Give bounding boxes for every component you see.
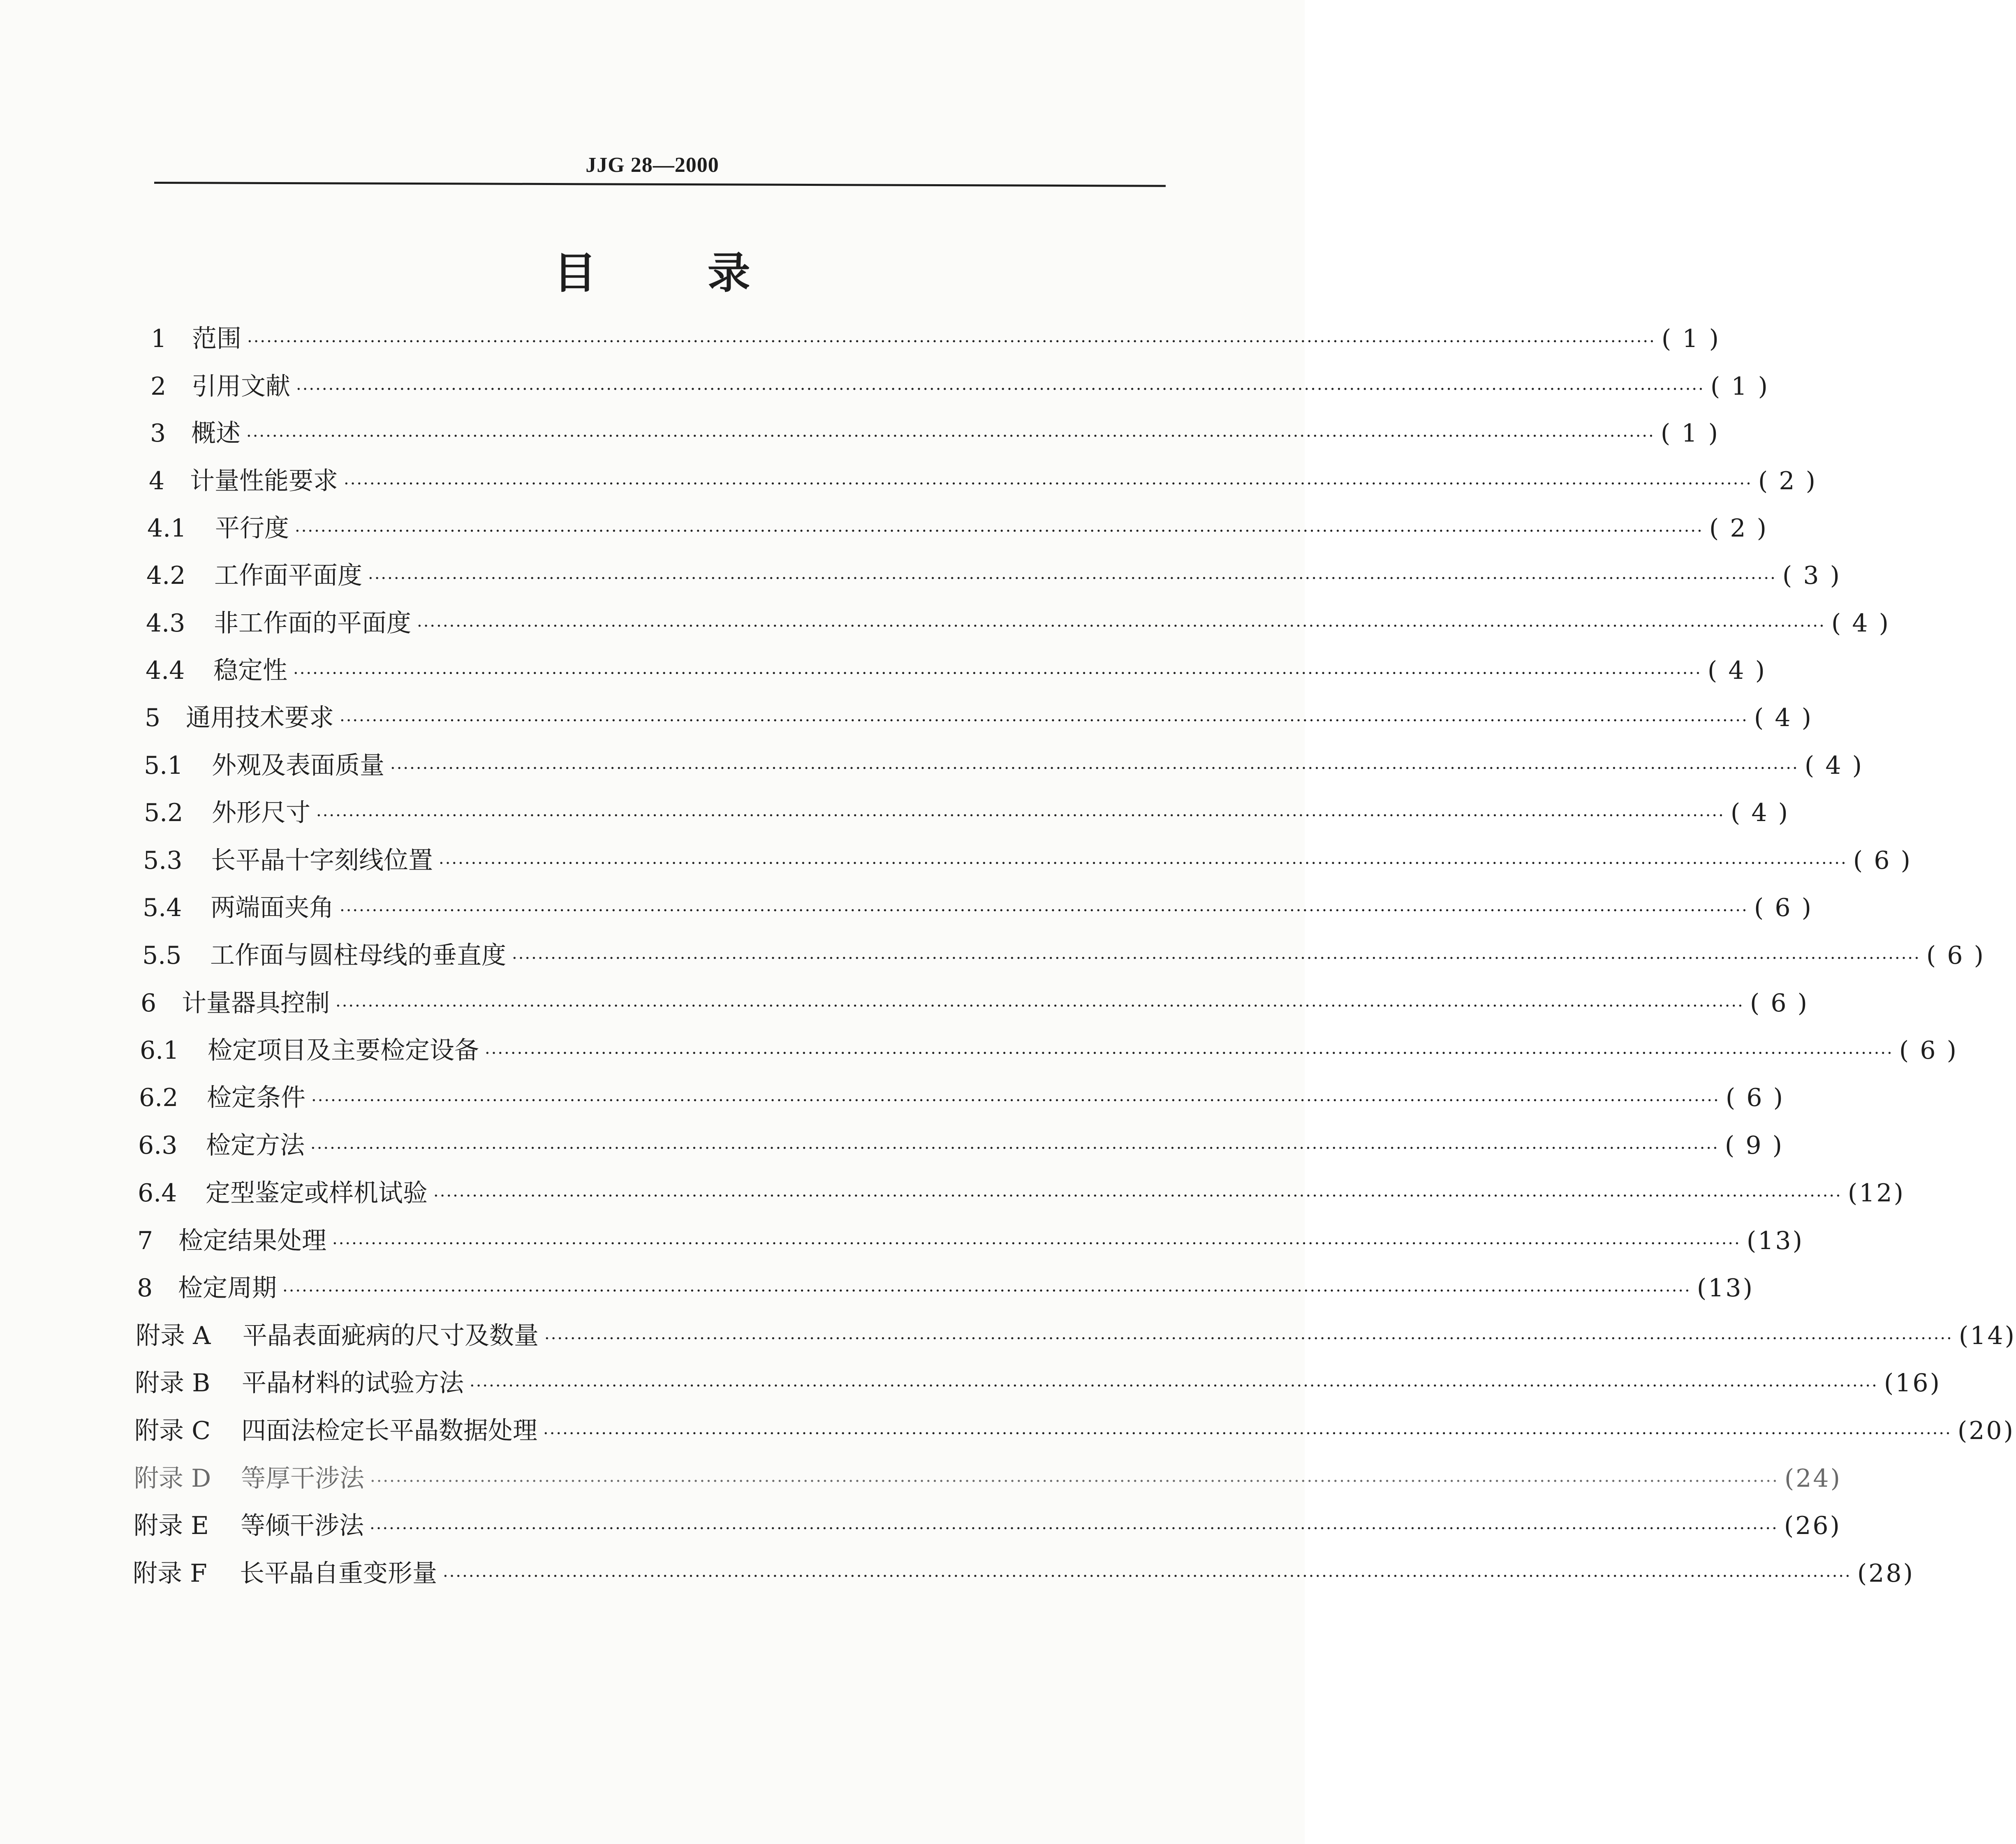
toc-entry-page: ( 6 ) [1750, 989, 1809, 1018]
toc-entry-page: ( 4 ) [1754, 703, 1813, 732]
toc-entry-number: 7 [137, 1226, 153, 1255]
toc-entry-number: 5 [145, 703, 161, 732]
toc-entry-number: 附录 C [134, 1416, 211, 1445]
toc-entry[interactable] [140, 1036, 1958, 1065]
standard-code-header: JJG 28—2000 [586, 153, 719, 177]
toc-entry[interactable] [141, 989, 1809, 1018]
toc-entry-page: ( 4 ) [1730, 798, 1789, 827]
toc-entry-title: 平晶表面疵病的尺寸及数量 [243, 1321, 539, 1350]
toc-leader-dots: ·························································································································································································································· [340, 711, 1748, 730]
toc-entry-title: 长平晶自重变形量 [240, 1559, 437, 1588]
toc-entry-page: ( 9 ) [1724, 1131, 1784, 1160]
toc-entry-title: 通用技术要求 [186, 703, 334, 732]
toc-entry[interactable] [133, 1559, 1915, 1588]
toc-entry-page: ( 1 ) [1710, 372, 1769, 401]
toc-leader-dots: ·························································································································································································································· [332, 1234, 1741, 1253]
toc-leader-dots: ·························································································································································································································· [485, 1044, 1893, 1063]
toc-entry-number: 附录 A [136, 1321, 211, 1350]
toc-entry-number: 4.1 [147, 514, 187, 543]
toc-entry[interactable] [144, 751, 1863, 780]
toc-entry-number: 附录 F [133, 1559, 207, 1588]
toc-leader-dots: ·························································································································································································································· [293, 664, 1702, 683]
toc-entry-page: ( 2 ) [1758, 467, 1817, 495]
toc-leader-dots: ·························································································································································································································· [417, 617, 1826, 636]
toc-leader-dots: ·························································································································································································································· [439, 854, 1847, 873]
toc-entry[interactable] [134, 1511, 1842, 1540]
toc-leader-dots: ·························································································································································································································· [336, 997, 1744, 1016]
toc-entry[interactable] [146, 609, 1890, 638]
toc-leader-dots: ·························································································································································································································· [390, 759, 1799, 778]
toc-entry-number: 4.2 [146, 561, 186, 590]
toc-leader-dots: ·························································································································································································································· [310, 1139, 1719, 1158]
toc-entry[interactable] [134, 1416, 2015, 1445]
toc-entry-page: ( 6 ) [1926, 941, 1985, 970]
toc-entry[interactable] [137, 1274, 1754, 1303]
toc-entry[interactable] [146, 656, 1766, 685]
toc-entry-page: (24) [1784, 1464, 1842, 1493]
toc-leader-dots: ·························································································································································································································· [247, 332, 1656, 351]
toc-entry-number: 2 [150, 372, 167, 401]
toc-entry-page: (16) [1884, 1369, 1942, 1397]
toc-entry-title: 等厚干涉法 [241, 1464, 364, 1493]
toc-entry-title: 长平晶十字刻线位置 [211, 846, 433, 875]
toc-entry-page: ( 6 ) [1725, 1083, 1785, 1112]
toc-entry[interactable] [150, 419, 1720, 448]
toc-entry-page: (26) [1784, 1511, 1842, 1540]
toc-entry[interactable] [134, 1464, 1842, 1493]
toc-leader-dots: ·························································································································································································································· [370, 1472, 1779, 1491]
toc-entry-page: (28) [1857, 1559, 1915, 1588]
toc-leader-dots: ·························································································································································································································· [316, 806, 1725, 825]
toc-leader-dots: ·························································································································································································································· [282, 1282, 1691, 1300]
toc-entry-page: (12) [1847, 1179, 1905, 1208]
toc-entry-title: 概述 [191, 419, 241, 448]
toc-leader-dots: ·························································································································································································································· [443, 1567, 1852, 1586]
toc-entry-title: 外观及表面质量 [212, 751, 384, 780]
toc-entry-number: 8 [137, 1274, 153, 1303]
toc-entry-title: 平行度 [215, 514, 289, 543]
toc-entry-number: 6.1 [140, 1036, 179, 1065]
toc-entry-title: 工作面平面度 [214, 561, 362, 590]
toc-entry-page: (14) [1958, 1321, 2016, 1350]
toc-entry[interactable] [138, 1131, 1784, 1160]
toc-leader-dots: ·························································································································································································································· [295, 522, 1704, 541]
toc-leader-dots: ·························································································································································································································· [296, 380, 1705, 399]
toc-entry-number: 5.5 [142, 941, 182, 970]
toc-entry-number: 附录 B [135, 1369, 211, 1397]
toc-entry[interactable] [138, 1179, 1905, 1208]
toc-entry-page: (13) [1697, 1274, 1754, 1303]
toc-entry-page: ( 4 ) [1804, 751, 1863, 780]
toc-entry-page: ( 3 ) [1782, 561, 1841, 590]
toc-entry-page: ( 1 ) [1661, 324, 1720, 353]
toc-entry[interactable] [147, 514, 1768, 543]
toc-entry-title: 检定项目及主要检定设备 [208, 1036, 479, 1065]
toc-leader-dots: ·························································································································································································································· [543, 1424, 1952, 1443]
toc-entry-number: 6.4 [138, 1179, 177, 1208]
toc-entry-title: 稳定性 [213, 656, 287, 685]
toc-entry[interactable] [145, 703, 1813, 732]
toc-entry[interactable] [144, 798, 1789, 827]
toc-entry-number: 附录 E [134, 1511, 209, 1540]
toc-entry[interactable] [137, 1226, 1804, 1255]
toc-entry-title: 非工作面的平面度 [214, 609, 411, 638]
toc-entry-page: (13) [1746, 1226, 1804, 1255]
toc-entry-title: 定型鉴定或样机试验 [206, 1179, 428, 1208]
toc-entry-title: 平晶材料的试验方法 [242, 1369, 464, 1397]
toc-entry-title: 检定结果处理 [178, 1226, 326, 1255]
toc-entry-page: ( 1 ) [1660, 419, 1720, 448]
toc-entry-page: ( 4 ) [1707, 656, 1766, 685]
toc-leader-dots: ·························································································································································································································· [470, 1377, 1878, 1395]
toc-entry[interactable] [150, 372, 1769, 401]
toc-entry-title: 检定条件 [207, 1083, 306, 1112]
toc-entry-number: 4.4 [146, 656, 185, 685]
toc-entry-page: (20) [1957, 1416, 2015, 1445]
toc-leader-dots: ·························································································································································································································· [311, 1091, 1720, 1110]
toc-entry-number: 4.3 [146, 609, 185, 638]
toc-entry-page: ( 6 ) [1754, 893, 1813, 922]
toc-leader-dots: ·························································································································································································································· [544, 1329, 1953, 1348]
toc-entry-page: ( 2 ) [1709, 514, 1768, 543]
toc-entry-number: 6 [141, 989, 157, 1018]
toc-entry-number: 5.3 [143, 846, 183, 875]
toc-entry-number: 5.4 [143, 893, 182, 922]
toc-entry-title: 两端面夹角 [211, 893, 334, 922]
toc-entry-number: 3 [150, 419, 166, 448]
toc-leader-dots: ·························································································································································································································· [246, 427, 1655, 446]
toc-entry-title: 计量器具控制 [182, 989, 330, 1018]
toc-entry[interactable] [146, 561, 1841, 590]
toc-entry[interactable] [142, 941, 1985, 970]
toc-entry[interactable] [143, 846, 1912, 875]
toc-leader-dots: ·························································································································································································································· [370, 1519, 1778, 1538]
toc-entry-title: 范围 [192, 324, 241, 353]
toc-entry[interactable] [149, 467, 1817, 495]
toc-entry[interactable] [139, 1083, 1785, 1112]
page-title: 目 录 [553, 248, 751, 298]
toc-entry-number: 6.2 [139, 1083, 178, 1112]
toc-entry[interactable] [143, 893, 1813, 922]
toc-entry-title: 外形尺寸 [212, 798, 310, 827]
toc-leader-dots: ·························································································································································································································· [368, 569, 1777, 588]
toc-entry-page: ( 6 ) [1899, 1036, 1958, 1065]
toc-entry-number: 1 [151, 324, 167, 353]
toc-entry-page: ( 6 ) [1853, 846, 1912, 875]
toc-entry[interactable] [136, 1321, 2016, 1350]
toc-entry-title: 检定周期 [178, 1274, 277, 1303]
toc-leader-dots: ·························································································································································································································· [340, 901, 1748, 920]
toc-leader-dots: ·························································································································································································································· [344, 474, 1752, 493]
toc-leader-dots: ·························································································································································································································· [433, 1187, 1842, 1205]
toc-entry-number: 4 [149, 467, 165, 495]
toc-entry-number: 5.1 [144, 751, 183, 780]
toc-entry-title: 工作面与圆柱母线的垂直度 [210, 941, 506, 970]
toc-entry-title: 引用文献 [192, 372, 290, 401]
toc-entry-number: 附录 D [134, 1464, 211, 1493]
toc-entry-title: 计量性能要求 [190, 467, 338, 495]
toc-entry-title: 四面法检定长平晶数据处理 [241, 1416, 537, 1445]
toc-entry[interactable] [135, 1369, 1942, 1397]
toc-entry-page: ( 4 ) [1831, 609, 1890, 638]
toc-entry-title: 等倾干涉法 [241, 1511, 364, 1540]
toc-entry-title: 检定方法 [206, 1131, 305, 1160]
toc-entry-number: 6.3 [138, 1131, 178, 1160]
toc-entry[interactable] [151, 324, 1720, 353]
toc-entry-number: 5.2 [144, 798, 183, 827]
toc-leader-dots: ·························································································································································································································· [512, 949, 1921, 968]
